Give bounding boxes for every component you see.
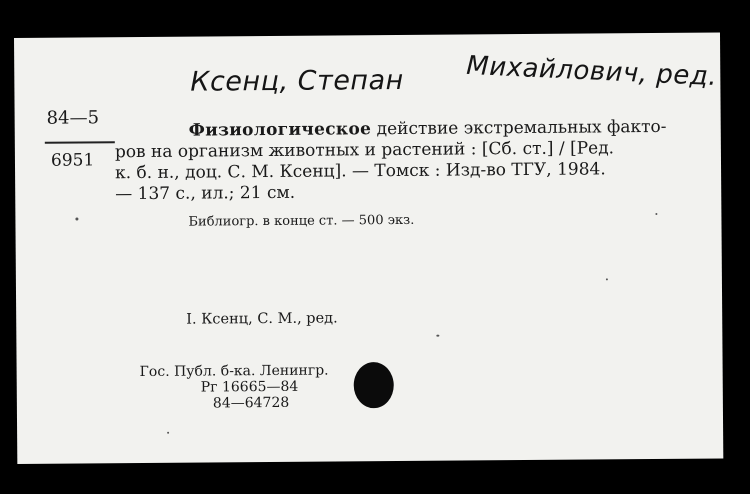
scan-speck <box>436 335 439 337</box>
library-line-2: Рг 16665—84 <box>200 378 299 396</box>
bibliography-note: Библиогр. в конце ст. — 500 экз. <box>188 212 415 230</box>
bibliographic-entry <box>115 117 696 206</box>
library-line-3: 84—64728 <box>212 394 290 412</box>
library-line-1: Гос. Публ. б-ка. Ленингр. <box>139 362 329 381</box>
call-number-top: 84—5 <box>46 107 100 129</box>
entry-line-4: — 137 с., ил.; 21 см. <box>115 182 296 205</box>
catalog-card <box>14 32 723 464</box>
call-number-bottom: 6951 <box>50 150 95 171</box>
handwritten-name: Ксенц, Степан <box>190 64 404 98</box>
handwritten-patronymic: Михайлович, ред. <box>465 50 718 93</box>
scan-speck <box>655 213 657 215</box>
entry-title: Физиологическое <box>188 119 372 141</box>
punch-hole <box>354 362 394 408</box>
library-stamp <box>140 363 329 412</box>
entry-line-3: к. б. н., доц. С. М. Ксенц]. — Томск : Изд-во ТГУ, 1984. <box>114 159 606 184</box>
tracing-entry: I. Ксенц, С. М., ред. <box>186 310 338 328</box>
call-number-divider <box>45 141 115 143</box>
scan-speck <box>167 432 169 434</box>
scan-speck <box>75 217 78 220</box>
entry-line-1-rest: действие экстремальных факто- <box>371 116 667 140</box>
scan-speck <box>606 278 608 280</box>
entry-line-2: ров на организм животных и растений : [Сб. ст.] / [Ред. <box>114 138 615 163</box>
